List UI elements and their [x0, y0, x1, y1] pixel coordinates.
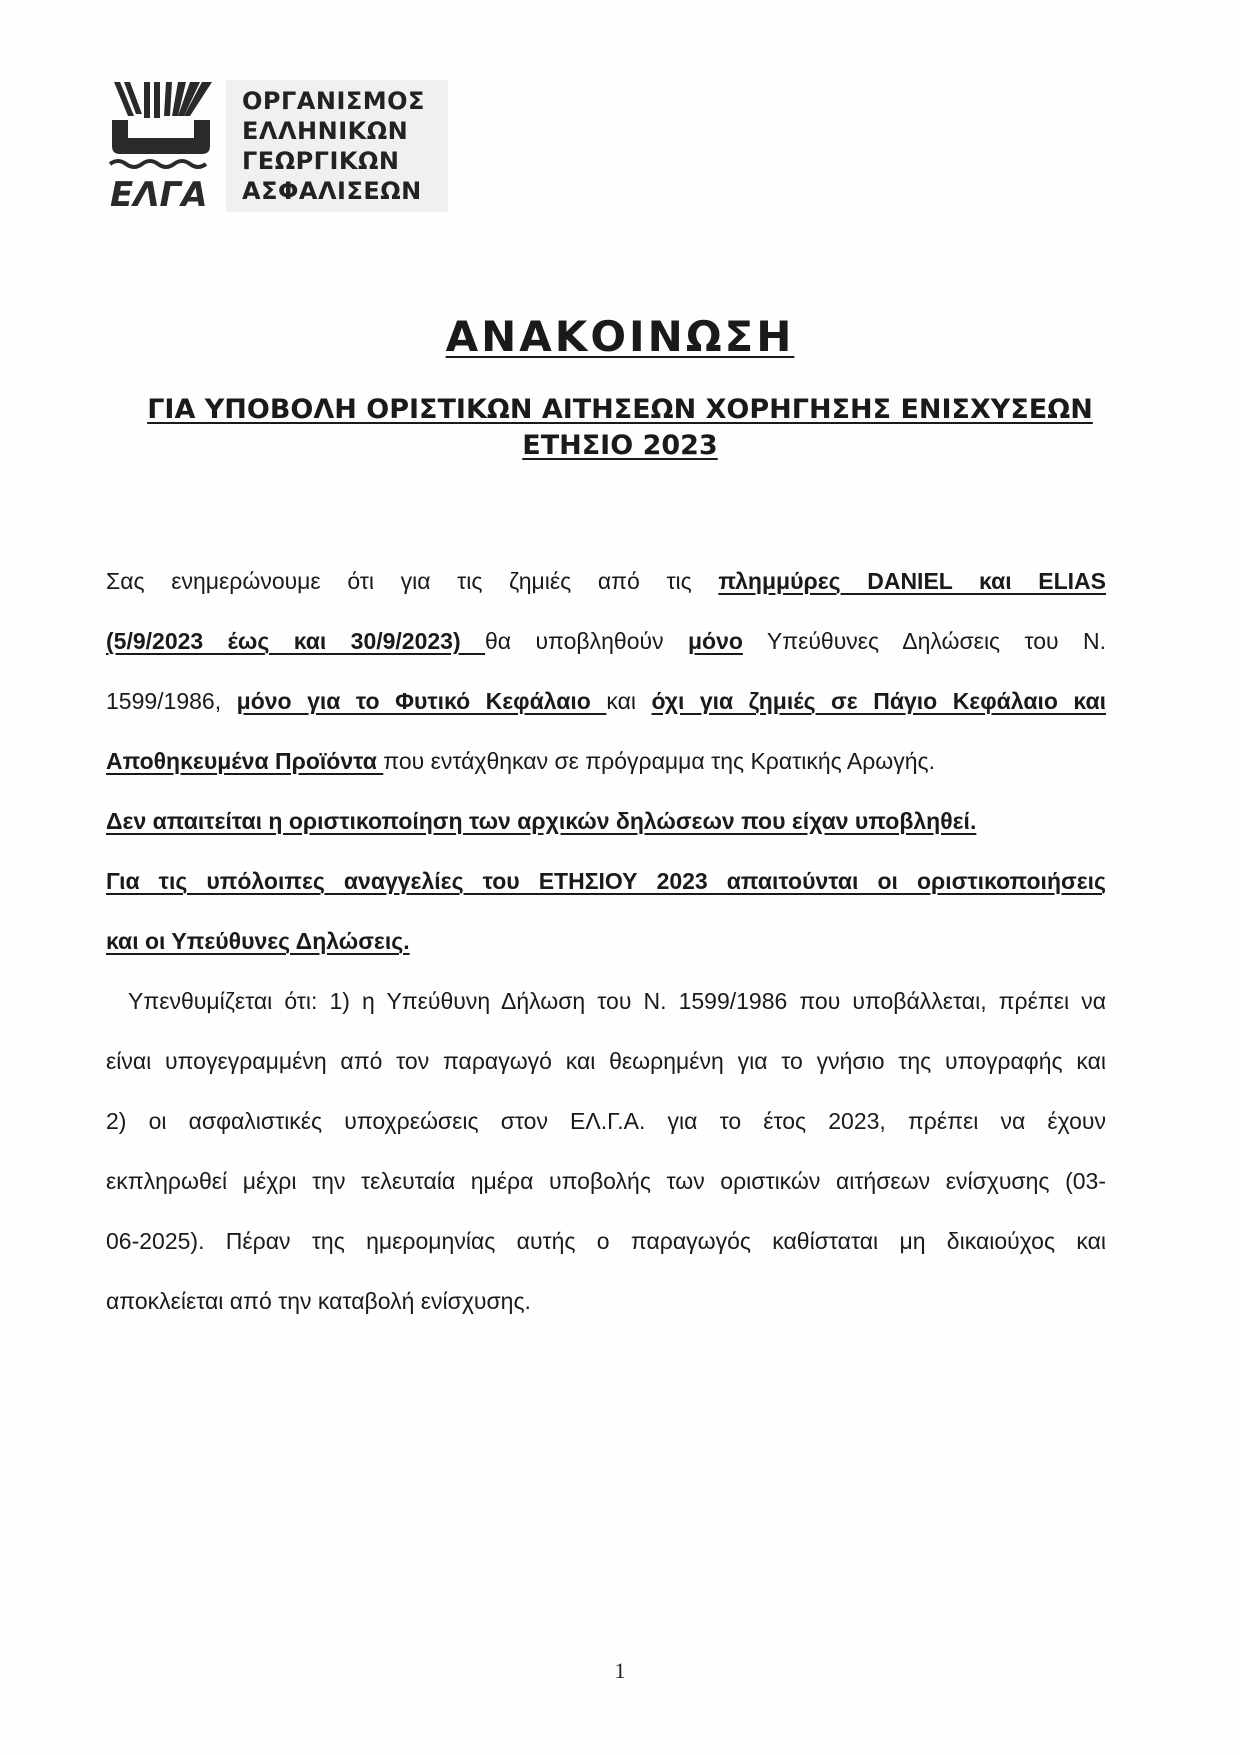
paragraph-1-line-1: Σας ενημερώνουμε ότι για τις ζημιές από τις πλημμύρες DANIEL και ELIAS [106, 568, 1106, 594]
page-number: 1 [614, 1658, 626, 1683]
paragraph-1-line-2: (5/9/2023 έως και 30/9/2023) θα υποβληθούν μόνο Υπεύθυνες Δηλώσεις του Ν. [106, 628, 1107, 654]
logo-line-1: ΟΡΓΑΝΙΣΜΟΣ [242, 87, 425, 115]
logo-line-2: ΕΛΛΗΝΙΚΩΝ [242, 117, 409, 145]
svg-text:ΕΛΓΑ: ΕΛΓΑ [110, 175, 208, 212]
note-2-line-2: και οι Υπεύθυνες Δηλώσεις. [106, 928, 410, 954]
paragraph-2-line-3: 2) οι ασφαλιστικές υποχρεώσεις στον ΕΛ.Γ.Α. για το έτος 2023, πρέπει να έχουν [106, 1108, 1106, 1134]
document-title: ΑΝΑΚΟΙΝΩΣΗ [445, 312, 795, 361]
paragraph-1-line-3: 1599/1986, μόνο για το Φυτικό Κεφάλαιο και όχι για ζημιές σε Πάγιο Κεφάλαιο και [106, 688, 1106, 714]
logo-line-4: ΑΣΦΑΛΙΣΕΩΝ [242, 177, 422, 205]
paragraph-2-line-5: 06-2025). Πέραν της ημερομηνίας αυτής ο παραγωγός καθίσταται μη δικαιούχος και [106, 1228, 1106, 1254]
paragraph-2-line-2: είναι υπογεγραμμένη από τον παραγωγό και θεωρημένη για το γνήσιο της υπογραφής και [106, 1048, 1106, 1074]
paragraph-2-line-6: αποκλείεται από την καταβολή ενίσχυσης. [106, 1288, 531, 1314]
logo-text-box [226, 80, 448, 212]
paragraph-1-line-4: Αποθηκευμένα Προϊόντα που εντάχθηκαν σε πρόγραμμα της Κρατικής Αρωγής. [106, 748, 936, 774]
organization-logo [108, 80, 448, 212]
logo-line-3: ΓΕΩΡΓΙΚΩΝ [242, 147, 400, 175]
paragraph-2-line-4: εκπληρωθεί μέχρι την τελευταία ημέρα υποβολής των οριστικών αιτήσεων ενίσχυσης (03- [106, 1168, 1106, 1194]
note-1: Δεν απαιτείται η οριστικοποίηση των αρχικών δηλώσεων που είχαν υποβληθεί. [106, 808, 977, 834]
subtitle-line-1: ΓΙΑ ΥΠΟΒΟΛΗ ΟΡΙΣΤΙΚΩΝ ΑΙΤΗΣΕΩΝ ΧΟΡΗΓΗΣΗΣ ΕΝΙΣΧΥΣΕΩΝ [147, 394, 1093, 425]
paragraph-2-line-1: Υπενθυμίζεται ότι: 1) η Υπεύθυνη Δήλωση του Ν. 1599/1986 που υποβάλλεται, πρέπει να [128, 988, 1106, 1014]
subtitle-line-2: ΕΤΗΣΙΟ 2023 [522, 430, 718, 461]
elga-logo-icon [108, 80, 214, 212]
note-2-line-1: Για τις υπόλοιπες αναγγελίες του ΕΤΗΣΙΟΥ 2023 απαιτούνται οι οριστικοποιήσεις [106, 868, 1106, 894]
